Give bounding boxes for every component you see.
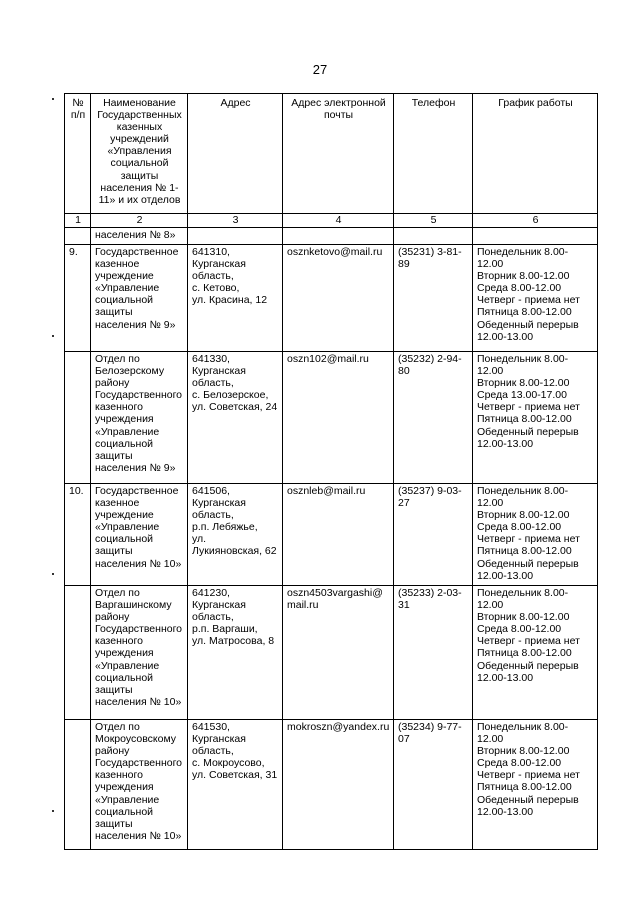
cell-number — [65, 352, 91, 484]
cell-number — [65, 720, 91, 850]
cell-email — [283, 228, 394, 245]
cell-phone — [394, 228, 473, 245]
header-email: Адрес электронной почты — [283, 94, 394, 214]
table-row — [65, 586, 598, 720]
table-row — [65, 484, 598, 586]
cell-address: 641230, Курганская область, р.п. Варгаши, ул. Матросова, 8 — [188, 586, 283, 720]
cell-address: 641506, Курганская область, р.п. Лебяжье, ул. Лукияновская, 62 — [188, 484, 283, 586]
cell-email: osznleb@mail.ru — [283, 484, 394, 586]
cell-email: mokroszn@yandex.ru — [283, 720, 394, 850]
cell-address: 641530, Курганская область, с. Мокроусово, ул. Советская, 31 — [188, 720, 283, 850]
cell-number — [65, 586, 91, 720]
cell-name: Государственное казенное учреждение «Управление социальной защиты населения № 9» — [91, 245, 188, 352]
cell-schedule: Понедельник 8.00-12.00 Вторник 8.00-12.00 Среда 13.00-17.00 Четверг - приема нет Пятница 8.00-12.00 Обеденный перерыв 12.00-13.00 — [473, 352, 598, 484]
institutions-table — [64, 93, 598, 850]
header-phone: Телефон — [394, 94, 473, 214]
continuation-row — [65, 228, 598, 245]
column-number: 1 — [65, 214, 91, 228]
cell-name: Отдел по Мокроусовскому району Государственного казенного учреждения «Управление социальной защиты населения № 10» — [91, 720, 188, 850]
cell-schedule: Понедельник 8.00-12.00 Вторник 8.00-12.00 Среда 8.00-12.00 Четверг - приема нет Пятница 8.00-12.00 Обеденный перерыв 12.00-13.00 — [473, 720, 598, 850]
column-number: 2 — [91, 214, 188, 228]
cell-name: населения № 8» — [91, 228, 188, 245]
header-name: Наименование Государственных казенных учреждений «Управления социальной защиты населения № 1-11» и их отделов — [91, 94, 188, 214]
table-row — [65, 245, 598, 352]
cell-name: Отдел по Варгашинскому району Государственного казенного учреждения «Управление социальной защиты населения № 10» — [91, 586, 188, 720]
header-row — [65, 94, 598, 214]
cell-phone: (35233) 2-03-31 — [394, 586, 473, 720]
header-schedule: График работы — [473, 94, 598, 214]
cell-phone: (35237) 9-03-27 — [394, 484, 473, 586]
cell-name: Государственное казенное учреждение «Управление социальной защиты населения № 10» — [91, 484, 188, 586]
scan-speck — [52, 810, 54, 812]
cell-email: oszn102@mail.ru — [283, 352, 394, 484]
page-number: 27 — [312, 62, 328, 77]
cell-address: 641310, Курганская область, с. Кетово, ул. Красина, 12 — [188, 245, 283, 352]
cell-name: Отдел по Белозерскому району Государственного казенного учреждения «Управление социальной защиты населения № 9» — [91, 352, 188, 484]
cell-number: 10. — [65, 484, 91, 586]
scan-speck — [52, 98, 54, 100]
cell-email: osznketovo@mail.ru — [283, 245, 394, 352]
column-number: 5 — [394, 214, 473, 228]
cell-address — [188, 228, 283, 245]
header-address: Адрес — [188, 94, 283, 214]
scan-speck — [52, 335, 54, 337]
column-number-row — [65, 214, 598, 228]
cell-phone: (35232) 2-94-80 — [394, 352, 473, 484]
header-number: № п/п — [65, 94, 91, 214]
table-row — [65, 352, 598, 484]
column-number: 4 — [283, 214, 394, 228]
column-number: 3 — [188, 214, 283, 228]
cell-number — [65, 228, 91, 245]
cell-schedule — [473, 228, 598, 245]
cell-number: 9. — [65, 245, 91, 352]
cell-schedule: Понедельник 8.00-12.00 Вторник 8.00-12.00 Среда 8.00-12.00 Четверг - приема нет Пятница 8.00-12.00 Обеденный перерыв 12.00-13.00 — [473, 484, 598, 586]
cell-schedule: Понедельник 8.00-12.00 Вторник 8.00-12.00 Среда 8.00-12.00 Четверг - приема нет Пятница 8.00-12.00 Обеденный перерыв 12.00-13.00 — [473, 586, 598, 720]
table-row — [65, 720, 598, 850]
column-number: 6 — [473, 214, 598, 228]
cell-schedule: Понедельник 8.00-12.00 Вторник 8.00-12.00 Среда 8.00-12.00 Четверг - приема нет Пятница 8.00-12.00 Обеденный перерыв 12.00-13.00 — [473, 245, 598, 352]
scan-speck — [52, 573, 54, 575]
cell-phone: (35234) 9-77-07 — [394, 720, 473, 850]
cell-phone: (35231) 3-81-89 — [394, 245, 473, 352]
cell-email: oszn4503vargashi@mail.ru — [283, 586, 394, 720]
cell-address: 641330, Курганская область, с. Белозерское, ул. Советская, 24 — [188, 352, 283, 484]
